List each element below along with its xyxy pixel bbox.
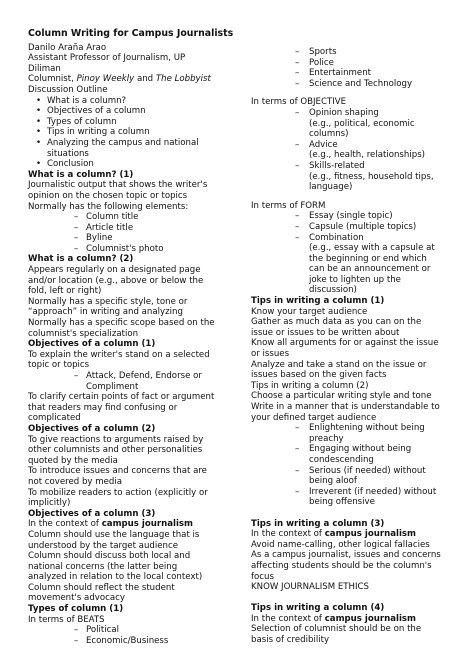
- text-line: topic or topics: [28, 360, 90, 371]
- text-line: In terms of BEATS: [28, 614, 105, 625]
- document-title: Column Writing for Campus Journalists: [28, 28, 234, 39]
- text-line: Appears regularly on a designated page: [28, 265, 201, 276]
- section-heading-tips4: Tips in writing a column (4): [251, 603, 385, 614]
- text-line: Gather as much data as you can on the: [251, 317, 422, 328]
- text-line: As a campus journalist, issues and concerns: [251, 550, 441, 561]
- text-line: Avoid name-calling, other logical fallacies: [251, 539, 430, 550]
- text-line: To explain the writer's stand on a selected: [28, 349, 210, 360]
- author-columnist-line: Columnist, Pinoy Weekly and The Lobbyist: [28, 74, 211, 85]
- list-item: – Engaging without being: [251, 444, 456, 455]
- text-line: basis of credibility: [251, 635, 330, 646]
- right-column: [251, 47, 456, 646]
- context-line: In the context of campus journalism: [251, 529, 416, 540]
- list-item: – Economic/Business: [28, 636, 240, 647]
- list-item-continuation: Compliment: [86, 381, 139, 392]
- author-name: Danilo Araña Arao: [28, 42, 107, 53]
- list-item-continuation: being offensive: [309, 497, 375, 508]
- text-line: Normally has the following elements:: [28, 201, 189, 212]
- text-line: implicitly): [28, 498, 71, 509]
- list-item: – Serious (if needed) without: [251, 466, 456, 477]
- section-heading-obj3: Objectives of a column (3): [28, 508, 156, 519]
- text-line: KNOW JOURNALISM ETHICS: [251, 582, 369, 593]
- list-item: – Enlightening without being: [251, 423, 456, 434]
- text-line: To introduce issues and concerns that are: [28, 466, 207, 477]
- section-heading-obj1: Objectives of a column (1): [28, 339, 156, 350]
- text-line: Column should reflect the student: [28, 582, 175, 593]
- text-line: opinion on the chosen topic or topics: [28, 190, 188, 201]
- outline-item: • Types of column: [28, 117, 240, 128]
- outline-list: [28, 96, 240, 170]
- text-line: In terms of OBJECTIVE: [251, 97, 347, 108]
- text-line: To give reactions to arguments raised by: [28, 434, 204, 445]
- text-line: Selection of columnist should be on the: [251, 624, 422, 635]
- outline-label: Discussion Outline: [28, 84, 108, 95]
- text-line: fold, left or right): [28, 286, 102, 297]
- text-line: Column should use the language that is: [28, 529, 200, 540]
- list-item: – Science and Technology: [251, 79, 456, 90]
- list-item-continuation: preachy: [309, 433, 344, 444]
- list-item: – Sports: [251, 47, 456, 58]
- outline-item: • Tips in writing a column: [28, 127, 240, 138]
- text-line: issues based on the given facts: [251, 370, 387, 381]
- list-item-continuation: (e.g., essay with a capsule at: [309, 243, 435, 254]
- text-line: and/or location (e.g., above or below the: [28, 275, 204, 286]
- list-item-continuation: being aloof: [309, 476, 357, 487]
- text-line: Normally has a specific scope based on the: [28, 318, 215, 329]
- list-item: – Irreverent (if needed) without: [251, 487, 456, 498]
- list-item-continuation: the beginning or end which: [309, 253, 427, 264]
- section-heading-tips1: Tips in writing a column (1): [251, 296, 385, 307]
- section-heading-types1: Types of column (1): [28, 604, 124, 615]
- author-campus: Diliman: [28, 63, 61, 74]
- section-heading-tips2: Tips in writing a column (2): [251, 380, 369, 391]
- text-line: not covered by media: [28, 476, 123, 487]
- outline-item: • Conclusion: [28, 159, 240, 170]
- outline-item: • Analyzing the campus and national: [28, 138, 240, 149]
- list-item: – Entertainment: [251, 68, 456, 79]
- list-item: – Capsule (multiple topics): [251, 222, 456, 233]
- text-line: In terms of FORM: [251, 200, 326, 211]
- list-item-continuation: language): [309, 182, 353, 193]
- text-line: national concerns (the latter being: [28, 561, 178, 572]
- text-line: that readers may find confusing or: [28, 402, 178, 413]
- text-line: Know your target audience: [251, 306, 368, 317]
- text-line: other columnists and other personalities: [28, 445, 203, 456]
- text-line: understood by the target audience: [28, 540, 178, 551]
- section-heading-what2: What is a column? (2): [28, 254, 134, 265]
- list-item: – Article title: [28, 223, 240, 234]
- context-line: In the context of campus journalism: [251, 613, 416, 624]
- text-line: or issues: [251, 349, 290, 360]
- text-line: Journalistic output that shows the writer's: [28, 180, 208, 191]
- section-heading-what1: What is a column? (1): [28, 169, 134, 180]
- list-item-continuation: (e.g., fitness, household tips,: [309, 171, 434, 182]
- list-item: – Columnist's photo: [28, 244, 240, 255]
- list-item-continuation: condescending: [309, 454, 374, 465]
- text-line: focus: [251, 571, 274, 582]
- list-item: – Essay (single topic): [251, 211, 456, 222]
- outline-item: • Objectives of a column: [28, 106, 240, 117]
- text-line: your defined target audience: [251, 412, 377, 423]
- list-item: – Skills-related: [251, 161, 456, 172]
- publication-the-lobbyist: The Lobbyist: [155, 74, 211, 85]
- text-line: Column should discuss both local and: [28, 551, 191, 562]
- list-item: – Police: [251, 58, 456, 69]
- text-line: quoted by the media: [28, 455, 118, 466]
- author-position: Assistant Professor of Journalism, UP: [28, 53, 186, 64]
- list-item: – Byline: [28, 233, 240, 244]
- text-line: To mobilize readers to action (explicitly or: [28, 487, 208, 498]
- list-item-continuation: (e.g., health, relationships): [309, 150, 426, 161]
- context-line: In the context of campus journalism: [28, 519, 193, 530]
- list-item-continuation: columns): [309, 129, 349, 140]
- list-item-continuation: can be an announcement or: [309, 264, 431, 275]
- text-line: Know all arguments for or against the issue: [251, 338, 439, 349]
- list-item: – Combination: [251, 233, 456, 244]
- text-line: analyzed in relation to the local context): [28, 572, 203, 583]
- list-item-continuation: joke to lighten up the: [309, 274, 401, 285]
- outline-item: • What is a column?: [28, 96, 240, 107]
- list-item: – Advice: [251, 140, 456, 151]
- text-line: issue or issues to be written about: [251, 327, 400, 338]
- text-line: columnist's specialization: [28, 328, 139, 339]
- text-line: Write in a manner that is understandable to: [251, 402, 440, 412]
- section-heading-tips3: Tips in writing a column (3): [251, 518, 385, 529]
- left-column: [28, 29, 240, 646]
- text-line: affecting students should be the column's: [251, 560, 432, 571]
- list-item: – Column title: [28, 212, 240, 223]
- list-item-continuation: discussion): [309, 285, 357, 296]
- text-line: “approach” in writing and analyzing: [28, 307, 183, 318]
- outline-item-continuation: situations: [47, 148, 89, 159]
- text-line: Choose a particular writing style and tone: [251, 391, 432, 402]
- text-line: movement's advocacy: [28, 593, 125, 604]
- list-item-continuation: (e.g., political, economic: [309, 118, 415, 129]
- section-heading-obj2: Objectives of a column (2): [28, 423, 156, 434]
- text-line: To clarify certain points of fact or argument: [28, 392, 215, 403]
- text-line: Analyze and take a stand on the issue or: [251, 359, 427, 370]
- text-line: Normally has a specific style, tone or: [28, 296, 188, 307]
- list-item: – Attack, Defend, Endorse or: [28, 371, 240, 382]
- text-line: complicated: [28, 413, 81, 424]
- publication-pinoy-weekly: Pinoy Weekly: [76, 74, 135, 85]
- list-item: – Opinion shaping: [251, 108, 456, 119]
- list-item: – Political: [28, 625, 240, 636]
